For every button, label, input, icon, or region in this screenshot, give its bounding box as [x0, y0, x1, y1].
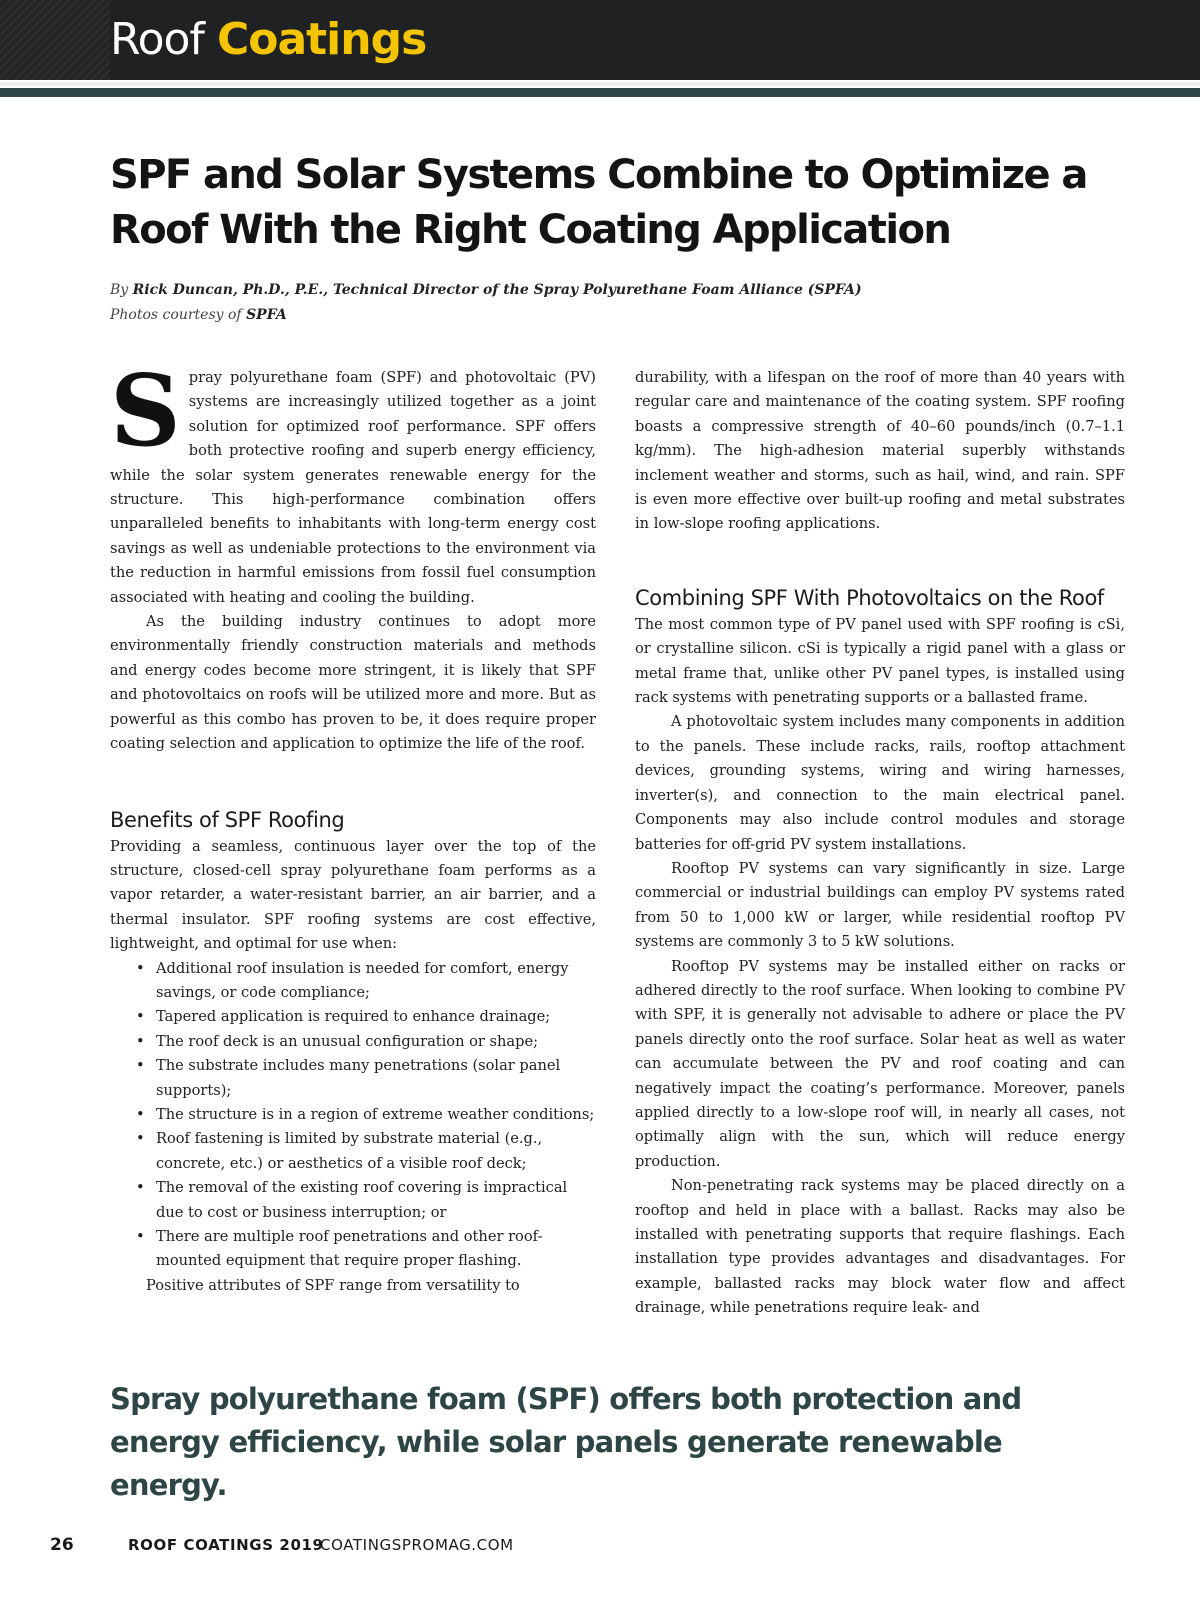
list-item [136, 1030, 596, 1054]
intro-text: pray polyurethane foam (SPF) and photovoltaic (PV) systems are increasingly utilized together as a joint solution for optimized roof performance. SPF offers both protective roofing and superb energy efficiency, while the solar system generates renewable energy for the structure. This high-performance combination offers unparalleled benefits to inhabitants with long-term energy cost savings as well as undeniable protections to the environment via the reduction in harmful emissions from fossil fuel consumption associated with heating and cooling the building. [110, 369, 596, 606]
list-item [136, 1005, 596, 1029]
list-item-text: The structure is in a region of extreme weather conditions; [156, 1105, 595, 1123]
section-title-accent: Coatings [216, 14, 427, 65]
bullet-icon: • [136, 1179, 145, 1197]
left-column [110, 354, 596, 1298]
continued-paragraph: durability, with a lifespan on the roof of more than 40 years with regular care and maintenance of the coating system. SPF roofing boasts a compressive strength of 40–60 pounds/inch (0.7–1.1 kg/mm). The high-adhesion material superbly withstands inclement weather and storms, such as hail, wind, and rain. SPF is even more effective over built-up roofing and metal substrates in low-slope roofing applications. [635, 369, 1125, 533]
list-item [136, 1127, 596, 1176]
bullet-icon: • [136, 1057, 145, 1075]
page-number: 26 [50, 1535, 74, 1555]
list-item [136, 1225, 596, 1274]
benefits-list [110, 957, 596, 1274]
bullet-icon: • [136, 1228, 145, 1245]
byline-prefix: By [110, 282, 129, 298]
body-paragraph: Rooftop PV systems may be installed either on racks or adhered directly to the roof surface. When looking to combine PV with SPF, it is generally not advisable to adhere or place the PV panels directly onto the roof surface. Solar heat as well as water can accumulate between the PV and roof coating and can negatively impact the coating’s performance. Moreover, panels applied directly to a low-slope roof will, in nearly all cases, not optimally align with the sun, which will reduce energy production. [635, 957, 1125, 1170]
list-item [136, 1103, 596, 1127]
intro-paragraph [110, 354, 596, 610]
bullet-icon: • [136, 1105, 145, 1123]
body-paragraph: As the building industry continues to adopt more environmentally friendly construction materials and methods and energy codes become more stringent, it is likely that SPF and photovoltaics on roofs will be utilized more and more. But as powerful as this combo has proven to be, it does require proper coating selection and application to optimize the life of the roof. [110, 613, 596, 753]
body-paragraph: Non-penetrating rack systems may be placed directly on a rooftop and held in place with a ballast. Racks may also be installed with penetrating supports that require flashings. Each installation type provides advantages and disadvantages. For example, ballasted racks may block water flow and affect drainage, while penetrations require leak- and [635, 1177, 1125, 1317]
list-item [136, 1176, 596, 1225]
author-name: Rick Duncan, Ph.D., P.E., Technical Director of the Spray Polyurethane Foam Alliance (SPFA) [132, 282, 862, 298]
section-heading-combining: Combining SPF With Photovoltaics on the Roof [635, 585, 1104, 610]
list-item [136, 957, 596, 1006]
list-item-text: The substrate includes many penetrations (solar panel supports); [156, 1057, 561, 1099]
photo-credit-prefix: Photos courtesy of [110, 307, 242, 323]
page-footer [50, 1535, 1150, 1565]
list-item-text: Roof fastening is limited by substrate material (e.g., concrete, etc.) or aesthetics of a visible roof deck; [156, 1130, 543, 1172]
body-paragraph: The most common type of PV panel used with SPF roofing is cSi, or crystalline silicon. cSi is typically a rigid panel with a glass or metal frame that, unlike other PV panel types, is installed using rack systems with penetrating supports or a ballasted frame. [635, 615, 1125, 707]
list-item-text: The removal of the existing roof covering is impractical due to cost or business interruption; or [156, 1179, 568, 1221]
website-link[interactable]: COATINGSPROMAG.COM [320, 1536, 514, 1554]
photo-credit: SPFA [246, 307, 287, 323]
section-title-plain: Roof [110, 14, 204, 65]
list-item-text: The roof deck is an unusual configuration or shape; [156, 1032, 539, 1050]
section-heading-benefits: Benefits of SPF Roofing [110, 807, 345, 832]
author-line [110, 278, 1110, 303]
bullet-icon: • [136, 1008, 145, 1026]
benefits-closing: Positive attributes of SPF range from versatility to [146, 1276, 520, 1294]
drop-cap: S [110, 354, 181, 469]
list-item-text: There are multiple roof penetrations and other roof-mounted equipment that require proper flashing. [156, 1228, 543, 1270]
header-rule-light [0, 82, 1200, 86]
section-title [110, 14, 426, 66]
body-paragraph: Rooftop PV systems can vary significantly in size. Large commercial or industrial buildings can employ PV systems rated from 50 to 1,000 kW or larger, while residential rooftop PV systems are commonly 3 to 5 kW solutions. [635, 859, 1125, 951]
list-item-text: Additional roof insulation is needed for comfort, energy savings, or code compliance; [156, 959, 569, 1001]
benefits-paragraph: Providing a seamless, continuous layer over the top of the structure, closed-cell spray polyurethane foam performs as a vapor retarder, a water-resistant barrier, an air barrier, and a thermal insulator. SPF roofing systems are cost effective, lightweight, and optimal for use when: [110, 837, 596, 953]
magazine-name: ROOF COATINGS 2019 [128, 1536, 324, 1554]
bullet-icon: • [136, 959, 145, 977]
photo-credit-line [110, 303, 1110, 328]
article-headline: SPF and Solar Systems Combine to Optimize a Roof With the Right Coating Application [110, 152, 1087, 253]
list-item [136, 1054, 596, 1103]
bullet-icon: • [136, 1130, 145, 1148]
list-item-text: Tapered application is required to enhance drainage; [156, 1008, 551, 1026]
pull-quote: Spray polyurethane foam (SPF) offers both protection and energy efficiency, while solar panels generate renewable energy. [110, 1382, 1022, 1502]
body-paragraph: A photovoltaic system includes many components in addition to the panels. These include racks, rails, rooftop attachment devices, grounding systems, wiring and wiring harnesses, inverter(s), and connection to the main electrical panel. Components may also include control modules and storage batteries for off-grid PV system installations. [635, 713, 1125, 853]
header-band [0, 0, 1200, 80]
byline [110, 278, 1110, 328]
right-column [635, 366, 1125, 1321]
header-rule-teal [0, 88, 1200, 97]
bullet-icon: • [136, 1032, 145, 1050]
